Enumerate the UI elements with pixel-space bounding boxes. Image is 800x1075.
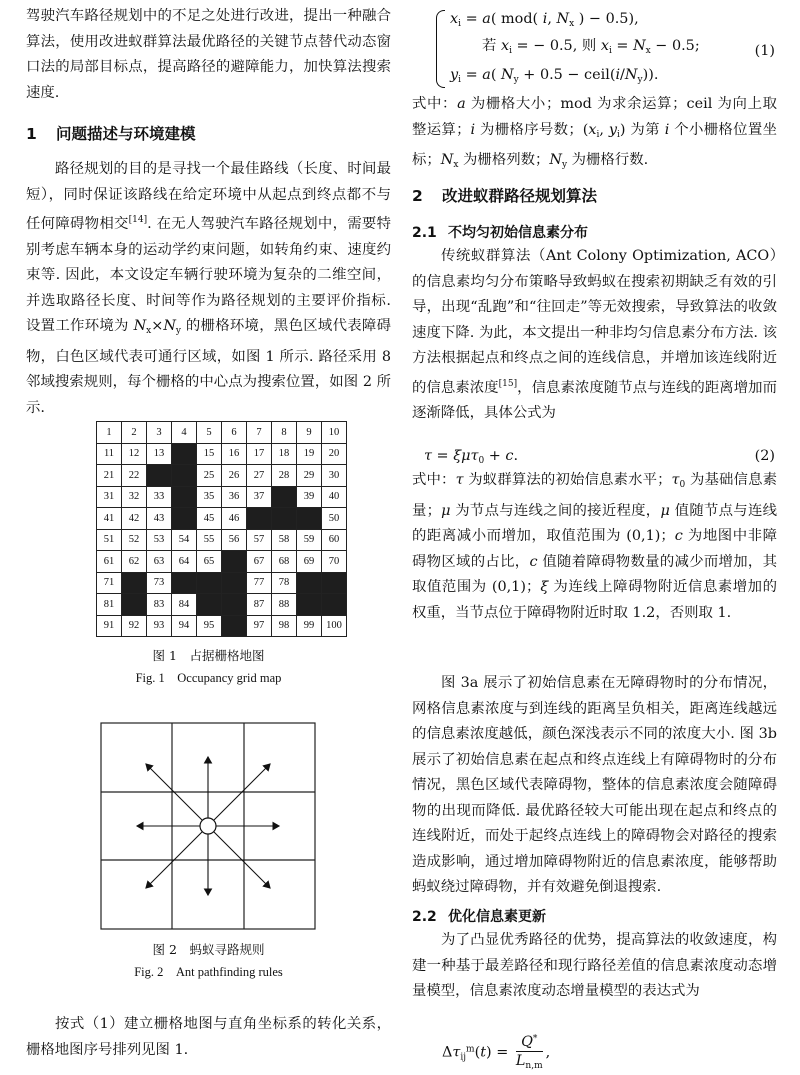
ant-pathfinding-figure [100, 722, 316, 930]
grid-row [97, 594, 347, 616]
eq1-line3: $y_i = a$( $N_y + 0.5$ − $ceil(i/N_y)$). [450, 67, 659, 85]
grid-cell: 13 [147, 443, 172, 465]
grid-obstacle-cell [147, 465, 172, 487]
fig2-caption-en: Fig. 2 Ant pathfinding rules [134, 965, 283, 979]
grid-cell: 55 [197, 529, 222, 551]
equation-3: $\Delta\tau_{ij}^m(t)$ = $\frac{Q^*}{L_{n,m}}$ , [442, 1030, 800, 1075]
grid-cell: 27 [247, 465, 272, 487]
fig1-caption-cn: 图 1 占据栅格地图 [152, 648, 265, 663]
grid-obstacle-cell [272, 486, 297, 508]
grid-cell: 98 [272, 615, 297, 637]
grid-row [97, 422, 347, 444]
grid-cell: 99 [297, 615, 322, 637]
section-2-2-paragraph: 为了凸显优秀路径的优势，提高算法的收敛速度，构建一种基于最差路径和现行路径差值的信息素浓度动态增量模型，信息素浓度动态增量模型的表达式为 [412, 932, 777, 999]
grid-cell: 9 [297, 422, 322, 444]
grid-cell: 45 [197, 508, 222, 530]
section-2-1-heading [412, 222, 588, 242]
grid-cell: 71 [97, 572, 122, 594]
grid-cell: 3 [147, 422, 172, 444]
grid-obstacle-cell [222, 594, 247, 616]
grid-cell: 22 [122, 465, 147, 487]
equation-1 [412, 8, 777, 92]
eq1-number: (1) [754, 43, 775, 59]
grid-row [97, 572, 347, 594]
citation-14: [14] [128, 215, 148, 225]
grid-cell: 31 [97, 486, 122, 508]
grid-cell: 61 [97, 551, 122, 573]
section-2-1-number: 2.1 [412, 225, 437, 241]
grid-cell: 7 [247, 422, 272, 444]
grid-obstacle-cell [222, 572, 247, 594]
grid-obstacle-cell [297, 572, 322, 594]
grid-cell: 67 [247, 551, 272, 573]
grid-cell: 63 [147, 551, 172, 573]
citation-15: [15] [498, 378, 518, 389]
grid-cell: 51 [97, 529, 122, 551]
grid-obstacle-cell [172, 443, 197, 465]
after-figure-paragraph: 按式（1）建立栅格地图与直角坐标系的转化关系，栅格地图序号排列见图 1. [26, 1016, 391, 1058]
eq1-where-paragraph: 式中：a 为栅格大小；mod 为求余运算；ceil 为向上取整运算；i 为栅格序号数；($x_i$, $y_i$) 为第 i 个小栅格位置坐标；$N_x$ 为栅格列数；$N_y$ 为栅格行数. [412, 96, 777, 170]
grid-cell: 18 [272, 443, 297, 465]
grid-cell: 39 [297, 486, 322, 508]
grid-cell: 33 [147, 486, 172, 508]
grid-cell: 29 [297, 465, 322, 487]
grid-cell: 37 [247, 486, 272, 508]
center-node [200, 818, 216, 834]
grid-cell: 70 [322, 551, 347, 573]
grid-cell: 12 [122, 443, 147, 465]
section-2-1-paragraph [412, 244, 777, 427]
grid-row [97, 551, 347, 573]
grid-cell: 93 [147, 615, 172, 637]
grid-row [97, 465, 347, 487]
grid-cell: 26 [222, 465, 247, 487]
grid-cell: 68 [272, 551, 297, 573]
section-2-1-title: 不均匀初始信息素分布 [448, 225, 588, 241]
grid-row [97, 615, 347, 637]
section-2-title: 改进蚁群路径规划算法 [442, 187, 598, 205]
grid-cell: 16 [222, 443, 247, 465]
grid-cell: 78 [272, 572, 297, 594]
grid-cell: 84 [172, 594, 197, 616]
grid-cell: 92 [122, 615, 147, 637]
grid-cell: 20 [322, 443, 347, 465]
grid-cell: 6 [222, 422, 247, 444]
grid-cell: 50 [322, 508, 347, 530]
grid-cell: 11 [97, 443, 122, 465]
section-2-heading [412, 184, 597, 206]
section-1-heading [26, 122, 196, 144]
grid-cell: 43 [147, 508, 172, 530]
eq2-number: (2) [754, 448, 775, 464]
grid-cell: 65 [197, 551, 222, 573]
sec1-text-c: 的栅格环境，黑色区域代表障碍物，白色区域代表可通行区域，如图 1 所示. 路径采用 8 邻域搜索规则，每个栅格的中心点为搜索位置，如图 2 所示. [26, 318, 392, 416]
grid-cell: 32 [122, 486, 147, 508]
eq1-line1: $x_i = a$( mod( i, $N_x$ ) − 0.5), [450, 11, 639, 29]
equation-2: τ = ξμτ$_0$ + c. [424, 448, 519, 466]
grid-obstacle-cell [322, 594, 347, 616]
grid-cell: 87 [247, 594, 272, 616]
section-2-number: 2 [412, 187, 423, 205]
sec1-text-a: 路径规划的目的是寻找一个最佳路线（长度、时间最短），同时保证该路线在给定环境中从起点到终点都不与任何障碍物相交 [26, 161, 391, 232]
grid-cell: 69 [297, 551, 322, 573]
grid-cell: 97 [247, 615, 272, 637]
grid-obstacle-cell [222, 551, 247, 573]
grid-cell: 2 [122, 422, 147, 444]
grid-cell: 35 [197, 486, 222, 508]
grid-cell: 25 [197, 465, 222, 487]
grid-obstacle-cell [222, 615, 247, 637]
grid-cell: 15 [197, 443, 222, 465]
grid-obstacle-cell [247, 508, 272, 530]
eq2-where-paragraph: 式中：τ 为蚁群算法的初始信息素水平；$\tau_0$ 为基础信息素量；μ 为节点与连线之间的接近程度，μ 值随节点与连线的距离减小而增加，取值范围为 (0,1)；c 为地图中非障碍物区域的占比，c 值随着障碍物数量的减少而增加，其取值范围为 (0,1)；ξ 为连线上障碍物附近信息素增加的权重，当节点位于障碍物附近时取 1.2，否则取 1. [412, 472, 778, 621]
grid-obstacle-cell [297, 594, 322, 616]
grid-cell: 17 [247, 443, 272, 465]
grid-cell: 1 [97, 422, 122, 444]
grid-cell: 60 [322, 529, 347, 551]
grid-obstacle-cell [197, 594, 222, 616]
section-2-2-number: 2.2 [412, 909, 437, 925]
occupancy-grid-figure [96, 421, 347, 637]
grid-cell: 83 [147, 594, 172, 616]
grid-cell: 62 [122, 551, 147, 573]
grid-obstacle-cell [272, 508, 297, 530]
intro-paragraph: 驾驶汽车路径规划中的不足之处进行改进，提出一种融合算法，使用改进蚁群算法最优路径的关键节点替代动态窗口法的局部目标点，提高路径的避障能力，加快算法搜索速度. [26, 8, 391, 101]
grid-cell: 64 [172, 551, 197, 573]
grid-cell: 28 [272, 465, 297, 487]
grid-obstacle-cell [172, 508, 197, 530]
eq3-fraction: $\frac{Q^*}{L_{n,m}}$ [516, 1030, 543, 1075]
grid-cell: 41 [97, 508, 122, 530]
grid-cell: 56 [222, 529, 247, 551]
equation-brace [436, 10, 445, 88]
grid-cell: 8 [272, 422, 297, 444]
grid-obstacle-cell [172, 465, 197, 487]
grid-row [97, 486, 347, 508]
grid-cell: 91 [97, 615, 122, 637]
grid-cell: 73 [147, 572, 172, 594]
grid-cell: 95 [197, 615, 222, 637]
grid-cell: 59 [297, 529, 322, 551]
grid-cell: 19 [297, 443, 322, 465]
grid-cell: 53 [147, 529, 172, 551]
grid-cell: 36 [222, 486, 247, 508]
grid-cell: 21 [97, 465, 122, 487]
grid-cell: 52 [122, 529, 147, 551]
section-2-2-title: 优化信息素更新 [448, 909, 546, 925]
grid-obstacle-cell [197, 572, 222, 594]
grid-cell: 30 [322, 465, 347, 487]
grid-cell: 42 [122, 508, 147, 530]
grid-obstacle-cell [122, 572, 147, 594]
grid-cell: 54 [172, 529, 197, 551]
section-1-number: 1 [26, 125, 37, 143]
grid-cell: 58 [272, 529, 297, 551]
grid-obstacle-cell [297, 508, 322, 530]
fig2-caption-cn: 图 2 蚂蚁寻路规则 [152, 942, 265, 957]
fig1-caption-en: Fig. 1 Occupancy grid map [135, 671, 282, 685]
section-1-paragraph: 路径规划的目的是寻找一个最佳路线（长度、时间最短），同时保证该路线在给定环境中从起点到终点都不与任何障碍物相交[14]. 在无人驾驶汽车路径规划中，需要特别考虑车辆本身的运动学约束问题，如转角约束、速度约束等. 因此，本文设定车辆行驶环境为复杂的二维空间，并选取路径长度、时间等作为路径规划的主要评价指标. 设置工作环境为 $N_x\times N_y$ 的栅格环境，黑色区域代表障碍物，白色区域代表可通行区域，如图 1 所示. 路径采用 8 邻域搜索规则，每个栅格的中心点为搜索位置，如图 2 所示. [26, 161, 392, 416]
grid-cell: 100 [322, 615, 347, 637]
grid-cell: 77 [247, 572, 272, 594]
sec1-text-b: . 在无人驾驶汽车路径规划中，需要特别考虑车辆本身的运动学约束问题，如转角约束、速度约束等. 因此，本文设定车辆行驶环境为复杂的二维空间，并选取路径长度、时间等作为路径规划的主要评价指标. 设置工作环境为 [26, 216, 391, 334]
grid-obstacle-cell [172, 572, 197, 594]
grid-obstacle-cell [322, 572, 347, 594]
grid-cell: 46 [222, 508, 247, 530]
grid-obstacle-cell [122, 594, 147, 616]
grid-cell: 81 [97, 594, 122, 616]
grid-obstacle-cell [172, 486, 197, 508]
grid-row [97, 529, 347, 551]
eq1-line2: 若 $x_i$ = − 0.5, 则 $x_i = N_x - 0.5$; [482, 38, 700, 56]
grid-cell: 94 [172, 615, 197, 637]
fig3-paragraph: 图 3a 展示了初始信息素在无障碍物时的分布情况，网格信息素浓度与到连线的距离呈负相关，距离连线越远的信息素浓度越低，颜色深浅表示不同的浓度大小. 图 3b 展示了初始信息素在起点和终点连线上有障碍物时的分布情况，黑色区域代表障碍物，整体的信息素浓度会随障碍物的出现而降低. 最优路径较大可能出现在起点和终点的连线附近，而处于起终点连线上的障碍物会对路径的搜索造成影响，通过增加障碍物附近的信息素浓度，能够帮助蚂蚁绕过障碍物，并有效避免倒退搜索. [412, 675, 777, 895]
grid-row [97, 443, 347, 465]
sec21-text-b: ，信息素浓度随节点与连线的距离增加而逐渐降低，具体公式为 [412, 379, 777, 421]
grid-cell: 57 [247, 529, 272, 551]
section-2-2-heading [412, 906, 546, 926]
grid-cell: 4 [172, 422, 197, 444]
grid-cell: 40 [322, 486, 347, 508]
section-1-title: 问题描述与环境建模 [56, 125, 196, 143]
grid-cell: 88 [272, 594, 297, 616]
grid-cell: 10 [322, 422, 347, 444]
grid-cell: 5 [197, 422, 222, 444]
sec21-text-a: 传统蚁群算法（Ant Colony Optimization, ACO）的信息素均匀分布策略导致蚂蚁在搜索初期缺乏有效的引导，出现“乱跑”和“往回走”等无效搜索，导致算法的收敛速度下降. 为此，本文提出一种非均匀信息素分布方法. 该方法根据起点和终点之间的连线信息，并增加该连线附近的信息素浓度 [412, 248, 777, 396]
grid-row [97, 508, 347, 530]
